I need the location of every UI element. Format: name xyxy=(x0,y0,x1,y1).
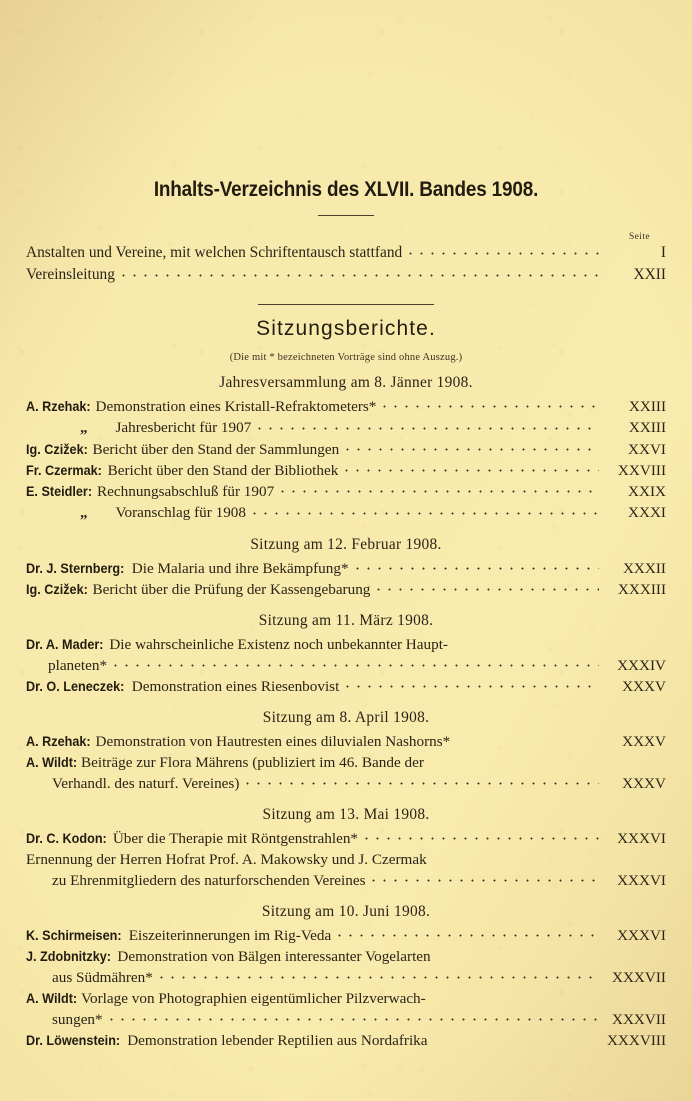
dot-leader xyxy=(342,443,599,456)
section-heading: Sitzungsberichte. xyxy=(256,317,436,340)
page-title: Inhalts-Verzeichnis des XLVII. Bandes 1908. xyxy=(153,177,539,201)
list-item xyxy=(26,242,666,264)
sessions-list xyxy=(26,374,666,1051)
entry-text: Die Malaria und ihre Bekämpfung* xyxy=(131,560,349,577)
entry-author: A. Wildt: xyxy=(26,755,78,770)
entry-text: Vereinsleitung xyxy=(26,266,115,283)
list-item xyxy=(26,396,666,417)
list-item-continuation xyxy=(26,655,666,676)
entry-text: Bericht über die Prüfung der Kassengebarung xyxy=(92,581,371,598)
entry-text-wrap: aus Südmähren* xyxy=(52,969,153,986)
entry-page: XXIII xyxy=(628,398,666,415)
dot-leader xyxy=(277,485,599,498)
meeting-title: Sitzung am 10. Juni 1908. xyxy=(261,903,431,920)
list-item xyxy=(26,946,666,967)
entry-page: XXIII xyxy=(628,419,666,436)
list-item-continuation xyxy=(26,773,666,794)
dot-leader xyxy=(373,583,599,596)
dot-leader xyxy=(427,756,599,769)
section-divider xyxy=(258,304,434,305)
ditto-mark: „ xyxy=(80,505,88,521)
entry-text: Demonstration lebender Reptilien aus Nordafrika xyxy=(127,1032,428,1049)
list-item xyxy=(26,558,666,579)
entry-page: XXXVII xyxy=(612,969,666,986)
list-item xyxy=(26,828,666,849)
dot-leader xyxy=(453,735,599,748)
list-item xyxy=(26,264,666,286)
dot-leader xyxy=(434,950,599,963)
entry-page: XXIX xyxy=(628,483,666,500)
entry-page: XXII xyxy=(633,266,666,283)
dot-leader xyxy=(342,680,599,693)
entry-text: Voranschlag für 1908 xyxy=(115,504,246,521)
entry-author: Ig. Czižek: xyxy=(26,582,88,597)
list-item xyxy=(26,417,666,439)
entry-text: Ernennung der Herren Hofrat Prof. A. Makowsky und J. Czermak xyxy=(26,851,427,868)
dot-leader xyxy=(156,971,599,984)
entry-text: Rechnungsabschluß für 1907 xyxy=(97,483,275,500)
front-matter-list xyxy=(26,242,666,286)
list-item xyxy=(26,676,666,697)
entry-text: Die wahrscheinliche Existenz noch unbekannter Haupt- xyxy=(109,636,448,653)
entry-author: Fr. Czermak: xyxy=(26,463,102,478)
ditto-mark: „ xyxy=(80,420,88,436)
entry-page: XXXVI xyxy=(617,830,666,847)
entry-author: A. Rzehak: xyxy=(26,734,91,749)
list-item xyxy=(26,439,666,460)
meeting-title: Jahresversammlung am 8. Jänner 1908. xyxy=(219,374,473,391)
entry-text-wrap: zu Ehrenmitgliedern des naturforschenden Vereines xyxy=(52,872,366,889)
dot-leader xyxy=(361,832,599,845)
dot-leader xyxy=(379,400,599,413)
list-item xyxy=(26,752,666,773)
meeting-title: Sitzung am 11. März 1908. xyxy=(258,612,434,629)
entry-author: E. Steidler: xyxy=(26,484,93,499)
page-content xyxy=(26,0,666,1101)
entry-author: Dr. C. Kodon: xyxy=(26,831,107,846)
title-divider xyxy=(318,215,374,216)
entry-text: Demonstration von Hautresten eines diluvialen Nashorns* xyxy=(95,733,451,750)
entry-page: XXXVI xyxy=(617,927,666,944)
list-item xyxy=(26,481,666,502)
list-item xyxy=(26,1030,666,1051)
entry-text: Anstalten und Vereine, mit welchen Schriftentausch stattfand xyxy=(26,244,403,261)
entry-page: XXXV xyxy=(622,733,666,750)
section-note: (Die mit * bezeichneten Vorträge sind ohne Auszug.) xyxy=(229,352,463,363)
entry-page: XXXVIII xyxy=(606,1032,666,1049)
entry-page: XXXIII xyxy=(617,581,666,598)
list-item-continuation xyxy=(26,1009,666,1030)
entry-author: Dr. A. Mader: xyxy=(26,637,104,652)
entry-text: Beiträge zur Flora Mährens (publiziert im 46. Bande der xyxy=(81,754,424,771)
meeting-title: Sitzung am 8. April 1908. xyxy=(262,709,430,726)
list-item xyxy=(26,634,666,655)
entry-page: I xyxy=(660,244,666,261)
dot-leader xyxy=(106,1013,599,1026)
entry-page: XXVI xyxy=(628,441,666,458)
entry-text: Demonstration eines Kristall-Refraktometers* xyxy=(95,398,377,415)
dot-leader xyxy=(254,422,599,435)
list-item xyxy=(26,731,666,752)
list-item-continuation xyxy=(26,870,666,891)
entry-page: XXXVI xyxy=(617,872,666,889)
dot-leader xyxy=(249,507,599,520)
meeting-title: Sitzung am 13. Mai 1908. xyxy=(262,806,430,823)
dot-leader xyxy=(110,659,599,672)
entry-author: J. Zdobnitzky: xyxy=(26,949,111,964)
entry-text-wrap: sungen* xyxy=(52,1011,103,1028)
entry-text-wrap: Verhandl. des naturf. Vereines) xyxy=(52,775,240,792)
entry-text: Jahresbericht für 1907 xyxy=(115,419,252,436)
entry-text: Demonstration von Bälgen interessanter Vogelarten xyxy=(117,948,431,965)
dot-leader xyxy=(429,992,599,1005)
list-item xyxy=(26,579,666,600)
list-item xyxy=(26,502,666,524)
entry-text: Über die Therapie mit Röntgenstrahlen* xyxy=(112,830,359,847)
list-item xyxy=(26,988,666,1009)
entry-text: Bericht über den Stand der Sammlungen xyxy=(92,441,340,458)
list-item-continuation xyxy=(26,967,666,988)
entry-page: XXXIV xyxy=(617,657,666,674)
entry-text-wrap: planeten* xyxy=(48,657,108,674)
entry-page: XXXI xyxy=(628,504,666,521)
dot-leader xyxy=(118,269,603,282)
entry-author: A. Wildt: xyxy=(26,991,78,1006)
entry-text: Vorlage von Photographien eigentümlicher Pilzverwach- xyxy=(81,990,426,1007)
entry-author: Dr. O. Leneczek: xyxy=(26,679,125,694)
dot-leader xyxy=(451,638,599,651)
list-item xyxy=(26,460,666,481)
list-item xyxy=(26,925,666,946)
dot-leader xyxy=(341,464,599,477)
entry-page: XXXII xyxy=(622,560,666,577)
entry-author: A. Rzehak: xyxy=(26,399,91,414)
dot-leader xyxy=(242,777,599,790)
entry-page: XXXV xyxy=(622,678,666,695)
entry-author: Ig. Czižek: xyxy=(26,442,88,457)
entry-page: XXXVII xyxy=(612,1011,666,1028)
entry-author: Dr. Löwenstein: xyxy=(26,1033,121,1048)
dot-leader xyxy=(368,874,599,887)
dot-leader xyxy=(334,929,599,942)
entry-text: Eiszeiterinnerungen im Rig-Veda xyxy=(128,927,332,944)
dot-leader xyxy=(431,1034,600,1047)
dot-leader xyxy=(352,562,599,575)
entry-page: XXVIII xyxy=(617,462,666,479)
meeting-title: Sitzung am 12. Februar 1908. xyxy=(250,536,442,553)
entry-author: K. Schirmeisen: xyxy=(26,928,122,943)
entry-text: Bericht über den Stand der Bibliothek xyxy=(107,462,339,479)
entry-page: XXXV xyxy=(622,775,666,792)
entry-author: Dr. J. Sternberg: xyxy=(26,561,125,576)
dot-leader xyxy=(405,247,603,260)
page-column-header: Seite xyxy=(629,232,650,242)
entry-text: Demonstration eines Riesenbovist xyxy=(131,678,340,695)
